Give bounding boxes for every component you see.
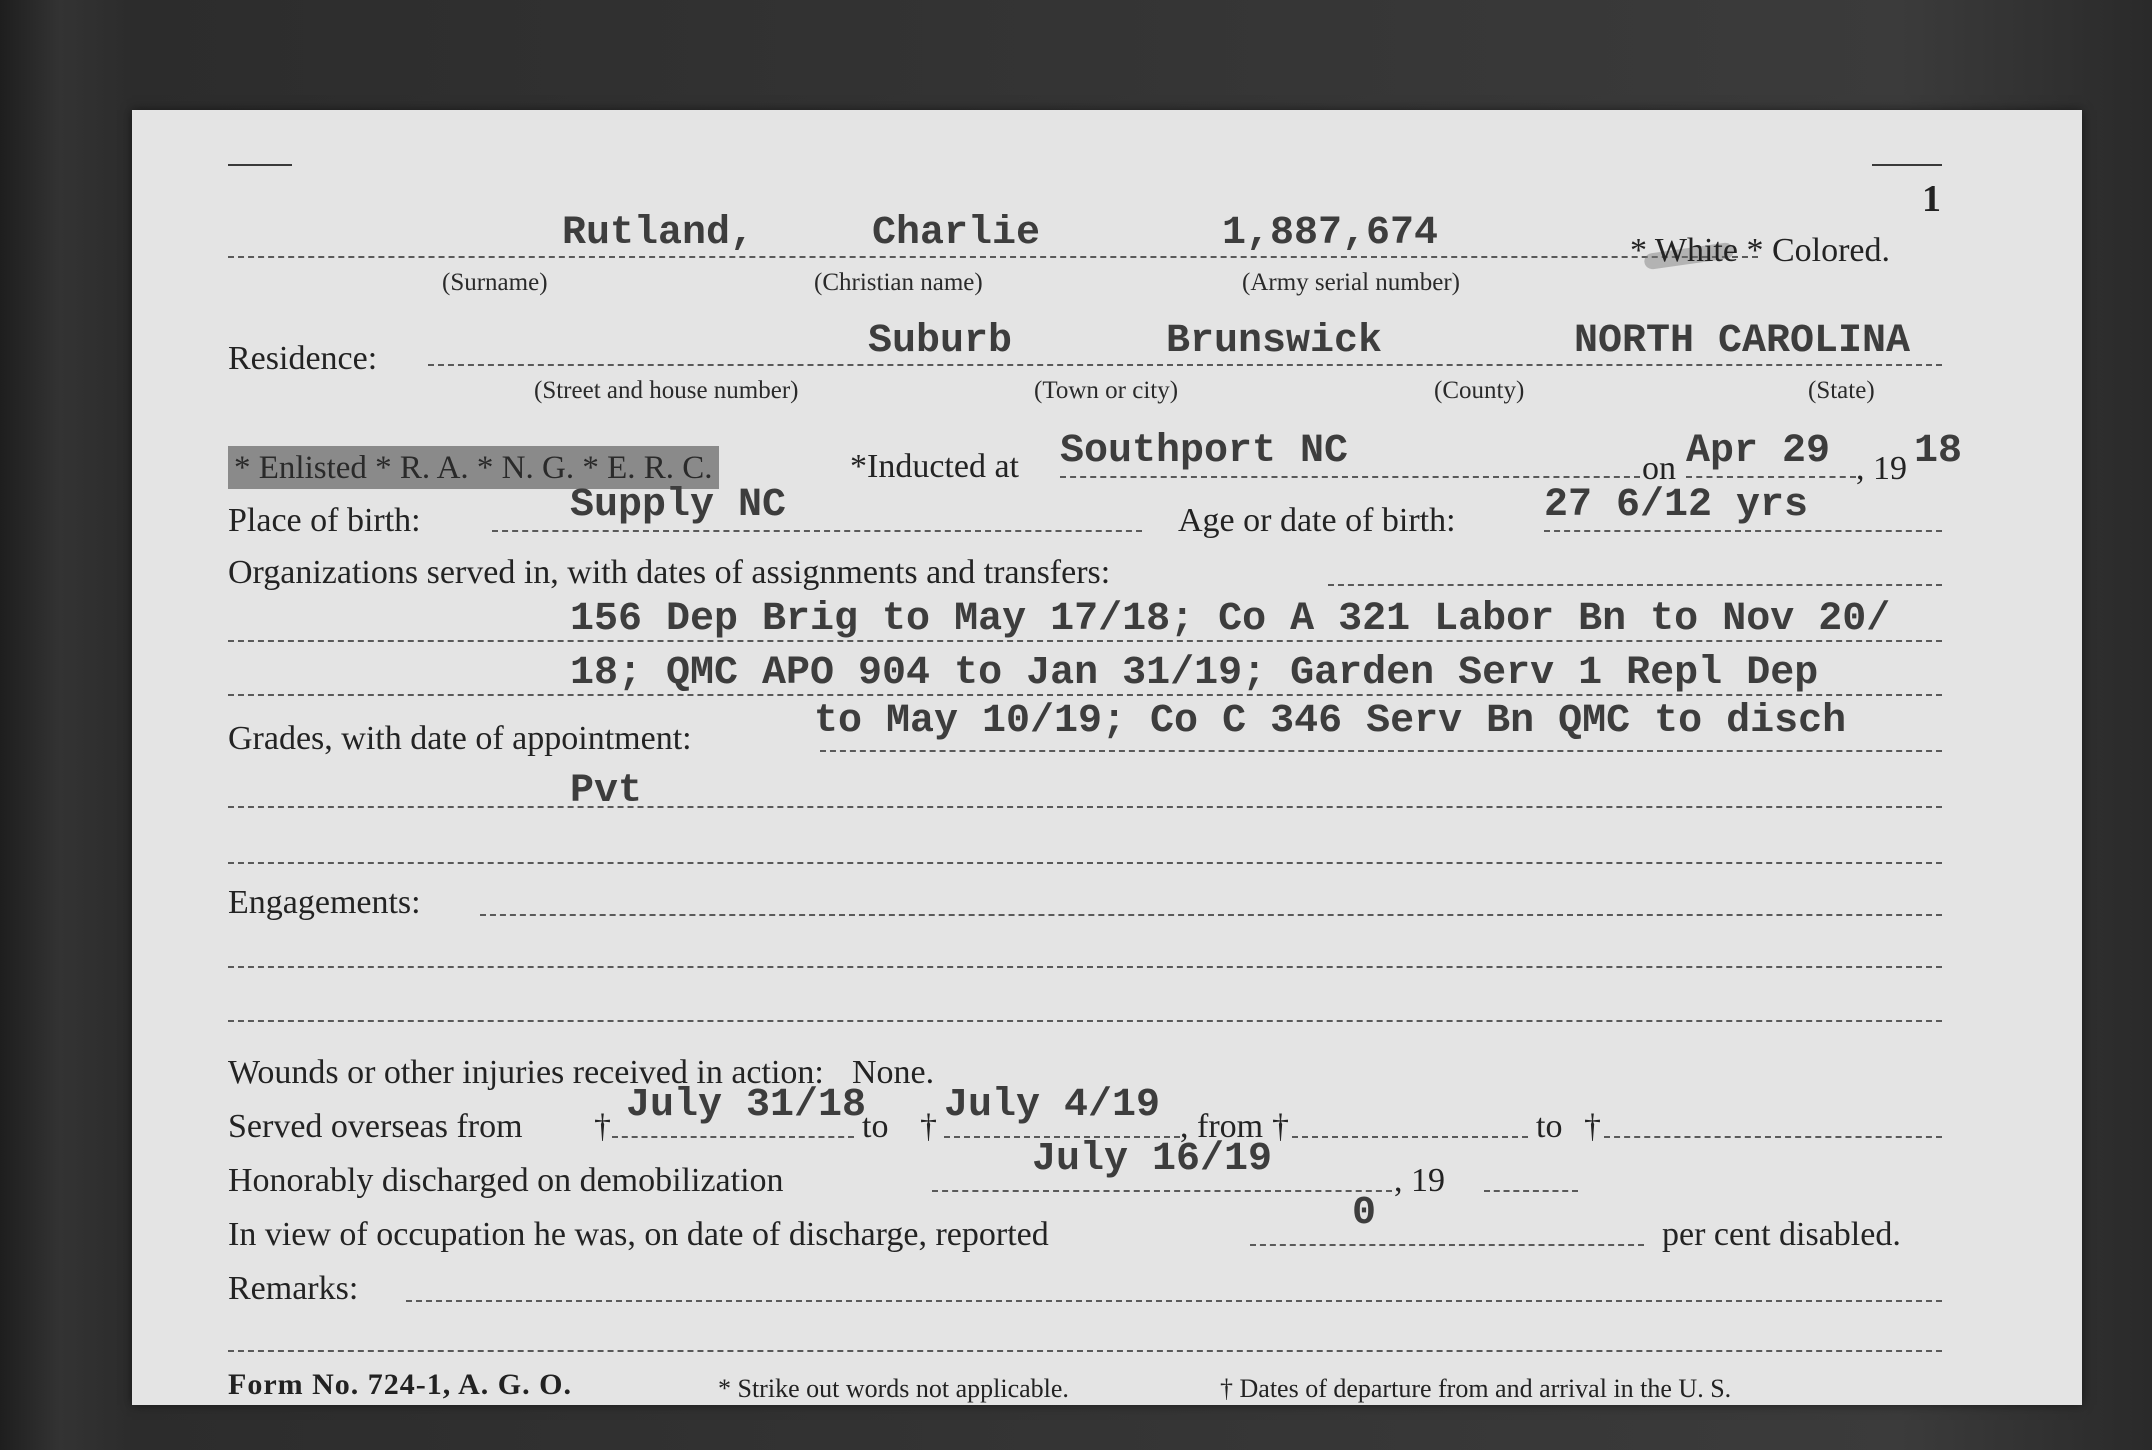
footnote-dates: † Dates of departure from and arrival in the U. S.	[1220, 1374, 1732, 1403]
christian-name-caption: (Christian name)	[814, 269, 983, 296]
engagements-rule-3	[228, 1020, 1942, 1022]
residence-state-value: NORTH CAROLINA	[1574, 319, 1911, 364]
residence-street-value: Suburb	[868, 319, 1013, 364]
residence-label: Residence:	[228, 340, 378, 377]
disability-label: In view of occupation he was, on date of discharge, reported	[228, 1216, 1049, 1253]
serial-number-caption: (Army serial number)	[1242, 269, 1460, 296]
residence-town-value: Brunswick	[1166, 319, 1383, 364]
birth-place-label: Place of birth:	[228, 502, 421, 539]
disability-value: 0	[1352, 1191, 1377, 1236]
induction-date-value: Apr 29	[1686, 429, 1831, 474]
birth-place-value: Supply NC	[570, 483, 787, 528]
on-label: on	[1642, 450, 1676, 487]
christian-name-value: Charlie	[872, 211, 1041, 256]
organizations-line-1: 156 Dep Brig to May 17/18; Co A 321 Labor Bn to Nov 20/	[570, 597, 1891, 642]
residence-line	[428, 364, 1942, 366]
induction-year-prefix: , 19	[1856, 450, 1907, 487]
county-caption: (County)	[1434, 377, 1525, 404]
street-caption: (Street and house number)	[534, 377, 799, 404]
overseas-from-line-2	[1292, 1136, 1528, 1138]
overseas-from-label-2: , from	[1180, 1108, 1264, 1145]
overseas-dagger-3: †	[1272, 1108, 1289, 1145]
birth-place-line	[492, 530, 1142, 532]
remarks-rule-1	[406, 1300, 1942, 1302]
wounds-label: Wounds or other injuries received in action:	[228, 1054, 824, 1091]
overseas-dagger-1: †	[594, 1108, 611, 1145]
grades-rule-1	[228, 806, 1942, 808]
serial-number-value: 1,887,674	[1222, 211, 1439, 256]
top-right-rule	[1872, 164, 1942, 166]
discharge-label: Honorably discharged on demobilization	[228, 1162, 784, 1199]
organizations-rule-2	[228, 694, 1942, 696]
surname-value: Rutland,	[562, 211, 755, 256]
overseas-dagger-2: †	[920, 1108, 937, 1145]
organizations-label-line	[1328, 584, 1942, 586]
induction-date-line	[1686, 476, 1856, 478]
overseas-dagger-4: †	[1584, 1108, 1601, 1145]
age-label: Age or date of birth:	[1178, 502, 1456, 539]
organizations-rule-1	[228, 640, 1942, 642]
overseas-to-date: July 4/19	[944, 1083, 1161, 1128]
discharge-date-value: July 16/19	[1032, 1137, 1273, 1182]
induction-year-value: 18	[1914, 429, 1963, 474]
grade-value: Pvt	[570, 769, 643, 814]
service-record-card	[132, 110, 2082, 1405]
town-caption: (Town or city)	[1034, 377, 1179, 404]
engagements-rule-1	[480, 914, 1942, 916]
overseas-to-label-2: to	[1536, 1108, 1563, 1145]
engagements-rule-2	[228, 966, 1942, 968]
inducted-label: *Inducted at	[850, 448, 1019, 485]
discharge-year-prefix: , 19	[1394, 1162, 1445, 1199]
inducted-place-value: Southport NC	[1060, 429, 1349, 474]
overseas-to-label: to	[862, 1108, 889, 1145]
age-line	[1544, 530, 1942, 532]
grades-label: Grades, with date of appointment:	[228, 720, 692, 757]
organizations-line-3: to May 10/19; Co C 346 Serv Bn QMC to disch	[814, 699, 1847, 744]
race-options: * White * Colored.	[1630, 232, 1890, 269]
wounds-value: None.	[852, 1054, 935, 1091]
enlisted-options-struck: * Enlisted * R. A. * N. G. * E. R. C.	[228, 446, 719, 489]
inducted-place-line	[1060, 476, 1640, 478]
discharge-year-line	[1484, 1190, 1578, 1192]
age-value: 27 6/12 yrs	[1544, 483, 1809, 528]
engagements-label: Engagements:	[228, 884, 421, 921]
discharge-date-line	[932, 1190, 1392, 1192]
name-line	[228, 256, 1758, 258]
overseas-to-line-2	[1604, 1136, 1942, 1138]
top-left-rule	[228, 164, 292, 166]
disability-line	[1250, 1244, 1644, 1246]
remarks-label: Remarks:	[228, 1270, 359, 1307]
organizations-label: Organizations served in, with dates of assignments and transfers:	[228, 554, 1111, 591]
grades-rule-2	[228, 862, 1942, 864]
organizations-line-2: 18; QMC APO 904 to Jan 31/19; Garden Serv 1 Repl Dep	[570, 651, 1819, 696]
overseas-from-date: July 31/18	[626, 1083, 867, 1128]
surname-caption: (Surname)	[442, 269, 548, 296]
overseas-from-line	[612, 1136, 854, 1138]
remarks-rule-2	[228, 1350, 1942, 1352]
overseas-label: Served overseas from	[228, 1108, 523, 1145]
disability-suffix: per cent disabled.	[1662, 1216, 1901, 1253]
card-number: 1	[1922, 178, 1941, 220]
grades-label-line	[820, 750, 1942, 752]
state-caption: (State)	[1808, 377, 1875, 404]
form-number: Form No. 724-1, A. G. O.	[228, 1368, 572, 1401]
footnote-strike: * Strike out words not applicable.	[718, 1374, 1069, 1403]
